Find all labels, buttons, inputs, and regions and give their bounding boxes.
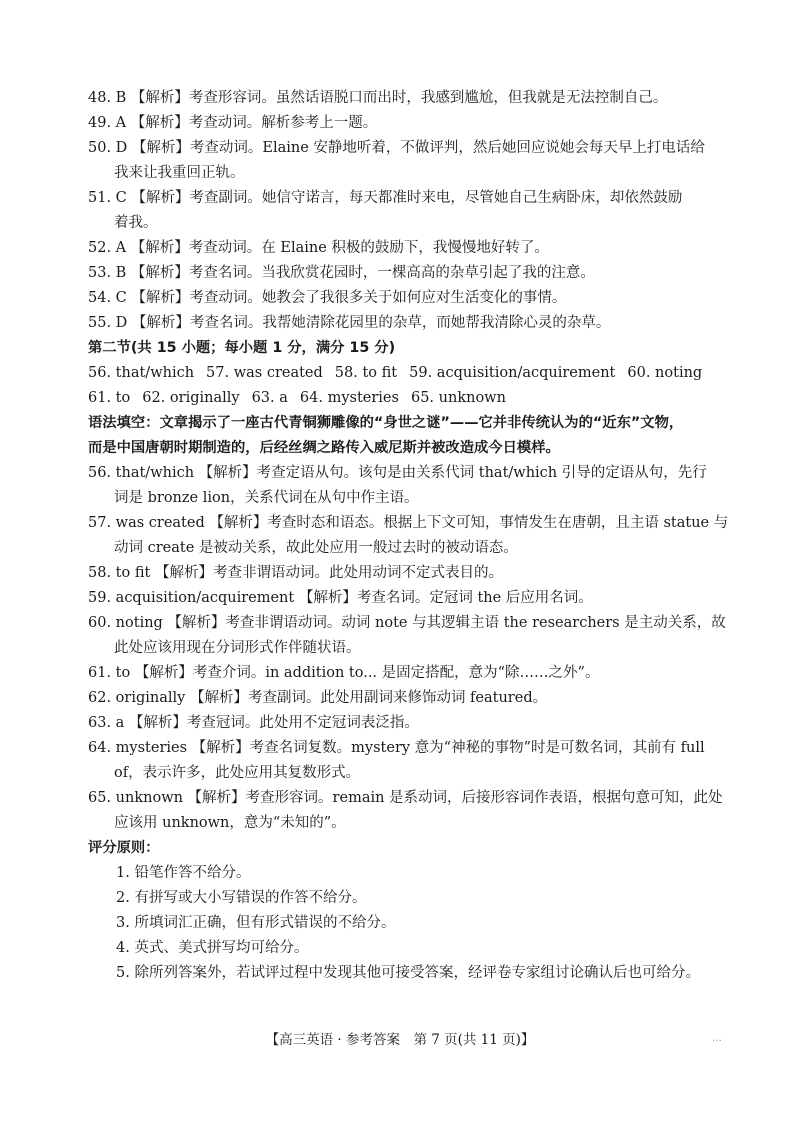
explanation-line: 59. acquisition/acquirement 【解析】考查名词。定冠词 the 后应用名词。 xyxy=(88,590,593,606)
scoring-principle-line: 3. 所填词汇正确，但有形式错误的不给分。 xyxy=(116,915,396,931)
answer-item: 57. was created xyxy=(206,365,323,381)
answer-item: 64. mysteries xyxy=(299,390,399,406)
scoring-principle-line: 2. 有拼写或大小写错误的作答不给分。 xyxy=(116,890,367,906)
page-footer: 【高三英语 · 参考答案 第 7 页(共 11 页)】 xyxy=(265,1032,535,1048)
section-heading-line: 评分原则： xyxy=(88,840,160,856)
answer-item: 63. a xyxy=(251,390,288,406)
scoring-principle-line: 5. 除所列答案外，若试评过程中发现其他可接受答案，经评卷专家组讨论确认后也可给分。 xyxy=(116,965,700,981)
explanation-line: 54. C 【解析】考查动词。她教会了我很多关于如何应对生活变化的事情。 xyxy=(88,290,567,306)
explanation-line: of，表示许多，此处应用其复数形式。 xyxy=(114,765,361,781)
explanation-line: 53. B 【解析】考查名词。当我欣赏花园时，一棵高高的杂草引起了我的注意。 xyxy=(88,265,595,281)
explanation-line: 63. a 【解析】考查冠词。此处用不定冠词表泛指。 xyxy=(88,715,419,731)
corner-mark: … xyxy=(712,1033,722,1044)
scoring-principle-line: 4. 英式、美式拼写均可给分。 xyxy=(116,940,309,956)
explanation-line: 51. C 【解析】考查副词。她信守诺言，每天都准时来电，尽管她自己生病卧床，却依然鼓励 xyxy=(88,190,683,206)
explanation-line: 50. D 【解析】考查动词。Elaine 安静地听着，不做评判，然后她回应说她会每天早上打电话给 xyxy=(88,140,705,156)
answer-list-line xyxy=(88,386,728,411)
explanation-line: 57. was created 【解析】考查时态和语态。根据上下文可知，事情发生在唐朝，且主语 statue 与 xyxy=(88,515,729,531)
explanation-line: 52. A 【解析】考查动词。在 Elaine 积极的鼓励下，我慢慢地好转了。 xyxy=(88,240,549,256)
scoring-principle-line: 1. 铅笔作答不给分。 xyxy=(116,865,251,881)
explanation-line: 58. to fit 【解析】考查非谓语动词。此处用动词不定式表目的。 xyxy=(88,565,503,581)
explanation-line: 应该用 unknown，意为“未知的”。 xyxy=(114,815,346,831)
explanation-line: 65. unknown 【解析】考查形容词。remain 是系动词，后接形容词作表语，根据句意可知，此处 xyxy=(88,790,723,806)
explanation-line: 着我。 xyxy=(114,215,158,231)
explanation-line: 61. to 【解析】考查介词。in addition to... 是固定搭配，意为“除……之外”。 xyxy=(88,665,600,681)
answer-list-line xyxy=(88,361,728,386)
section-heading-line: 而是中国唐朝时期制造的，后经丝绸之路传入威尼斯并被改造成今日模样。 xyxy=(88,440,560,456)
explanation-line: 64. mysteries 【解析】考查名词复数。mystery 意为“神秘的事物”时是可数名词，其前有 full xyxy=(88,740,705,756)
explanation-line: 56. that/which 【解析】考查定语从句。该句是由关系代词 that/which 引导的定语从句，先行 xyxy=(88,465,707,481)
explanation-line: 动词 create 是被动关系，故此处应用一般过去时的被动语态。 xyxy=(114,540,518,556)
explanation-line: 55. D 【解析】考查名词。我帮她清除花园里的杂草，而她帮我清除心灵的杂草。 xyxy=(88,315,611,331)
answer-item: 60. noting xyxy=(627,365,703,381)
explanation-line: 词是 bronze lion，关系代词在从句中作主语。 xyxy=(114,490,419,506)
explanation-line: 我来让我重回正轨。 xyxy=(114,165,245,181)
answer-key-body xyxy=(88,86,728,986)
answer-item: 65. unknown xyxy=(410,390,506,406)
explanation-line: 60. noting 【解析】考查非谓语动词。动词 note 与其逻辑主语 the researchers 是主动关系，故 xyxy=(88,615,726,631)
answer-item: 59. acquisition/acquirement xyxy=(409,365,616,381)
explanation-line: 62. originally 【解析】考查副词。此处用副词来修饰动词 featured。 xyxy=(88,690,548,706)
explanation-line: 49. A 【解析】考查动词。解析参考上一题。 xyxy=(88,115,378,131)
section-heading-line: 语法填空：文章揭示了一座古代青铜狮雕像的“身世之谜”——它并非传统认为的“近东”文物， xyxy=(88,415,684,431)
section-heading-line: 第二节(共 15 小题；每小题 1 分，满分 15 分) xyxy=(88,340,396,356)
explanation-line: 48. B 【解析】考查形容词。虽然话语脱口而出时，我感到尴尬，但我就是无法控制自己。 xyxy=(88,90,668,106)
answer-item: 62. originally xyxy=(142,390,240,406)
answer-item: 61. to xyxy=(88,390,131,406)
explanation-line: 此处应该用现在分词形式作伴随状语。 xyxy=(114,640,361,656)
answer-item: 58. to fit xyxy=(334,365,398,381)
answer-item: 56. that/which xyxy=(88,365,195,381)
